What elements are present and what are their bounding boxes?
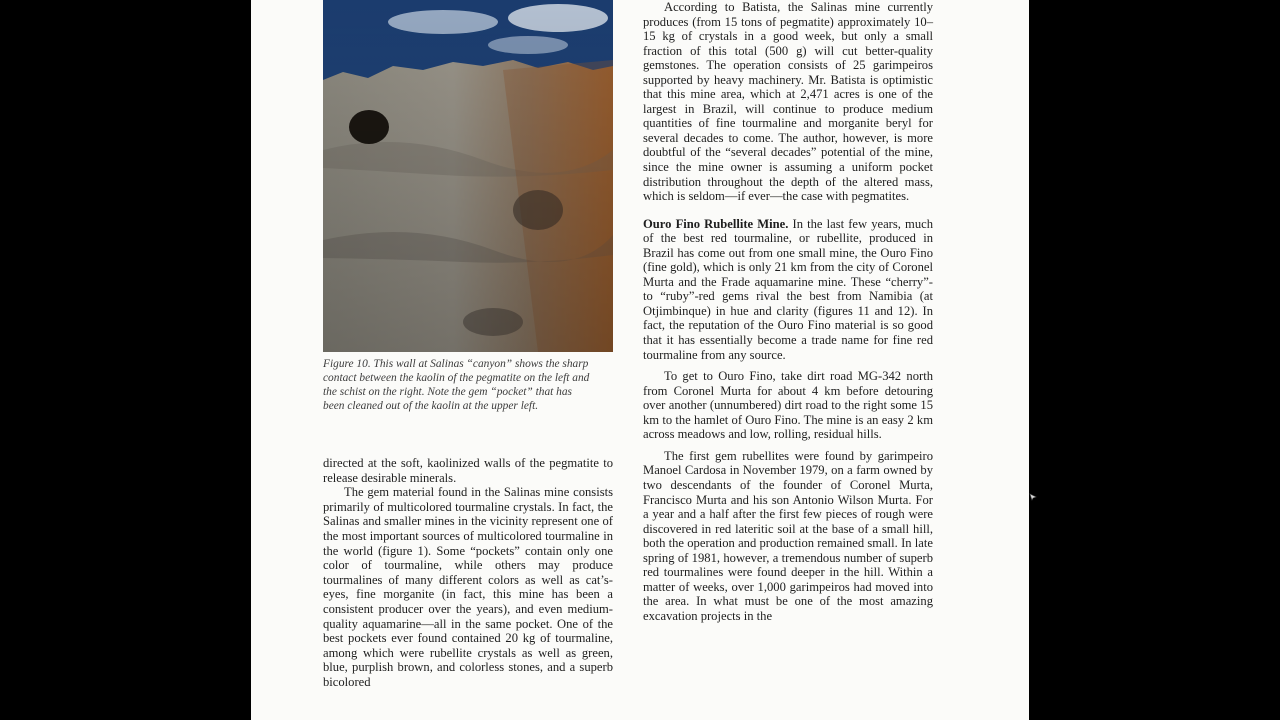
figure-caption: Figure 10. This wall at Salinas “canyon” shows the sharp contact between the kaolin of the pegmatite on the left and the schist on the right. Note the gem “pocket” that has been cleaned out of the kaolin at the upper left. [323,358,590,412]
paragraph: directed at the soft, kaolinized walls of the pegmatite to release desirable minerals. [323,456,613,485]
section-heading: Ouro Fino Rubellite Mine. [643,216,789,231]
left-column [323,456,613,690]
mouse-cursor-icon [1029,493,1037,501]
right-column [643,0,933,623]
paragraph: To get to Ouro Fino, take dirt road MG-342 north from Coronel Murta for about 4 km before detouring over another (unnumbered) dirt road to the right some 15 km to the hamlet of Ouro Fino. The mine is an easy 2 km across meadows and low, rolling, residual hills. [643,369,933,442]
section-paragraph [643,217,933,362]
paragraph: The gem material found in the Salinas mine consists primarily of multicolored tourmaline crystals. In fact, the Salinas and smaller mines in the vicinity represent one of the most important sources of multicolored tourmaline in the world (figure 1). Some “pockets” contain only one color of tourmaline, while others may produce tourmalines of many different colors as well as cat’s-eyes, fine morganite (in fact, this mine has been a consistent producer over the years), and even medium-quality aquamarine—all in the same pocket. One of the best pockets ever found contained 20 kg of tourmaline, among which were rubellite crystals as well as green, blue, purplish brown, and colorless stones, and a superb bicolored [323,485,613,689]
paragraph-text: In the last few years, much of the best red tourmaline, or rubellite, produced in Brazil has come out from one small mine, the Ouro Fino (fine gold), which is only 21 km from the city of Coronel Murta and the Frade aquamarine mine. These “cherry”- to “ruby”-red gems rival the best from Namibia (at Otjimbinque) in hue and clarity (figures 11 and 12). In fact, the reputation of the Ouro Fino material is so good that it has essentially become a trade name for fine red tourmaline from any source. [643,216,934,362]
figure-photo [323,0,613,352]
paragraph: According to Batista, the Salinas mine currently produces (from 15 tons of pegmatite) approximately 10–15 kg of crystals in a good week, but only a small fraction of this total (500 g) will cut better-quality gemstones. The operation consists of 25 garimpeiros supported by heavy machinery. Mr. Batista is optimistic that this mine area, which at 2,471 acres is one of the largest in Brazil, will continue to produce medium quantities of fine tourmaline and morganite beryl for several decades to come. The author, however, is more doubtful of the “several decades” potential of the mine, since the mine owner is assuming a uniform pocket distribution throughout the depth of the altered mass, which is seldom—if ever—the case with pegmatites. [643,0,933,204]
paragraph: The first gem rubellites were found by garimpeiro Manoel Cardosa in November 1979, on a farm owned by two descendants of the founder of Coronel Murta, Francisco Murta and his son Antonio Wilson Murta. For a year and a half after the first few pieces of rough were discovered in red lateritic soil at the base of a small hill, both the operation and production remained small. In late spring of 1981, however, a tremendous number of superb red tourmalines were found deeper in the hill. Within a matter of weeks, over 1,000 garimpeiros had moved into the area. In what must be one of the most amazing excavation projects in the [643,448,933,623]
document-page [251,0,1029,720]
canyon-wall-image [323,0,613,352]
